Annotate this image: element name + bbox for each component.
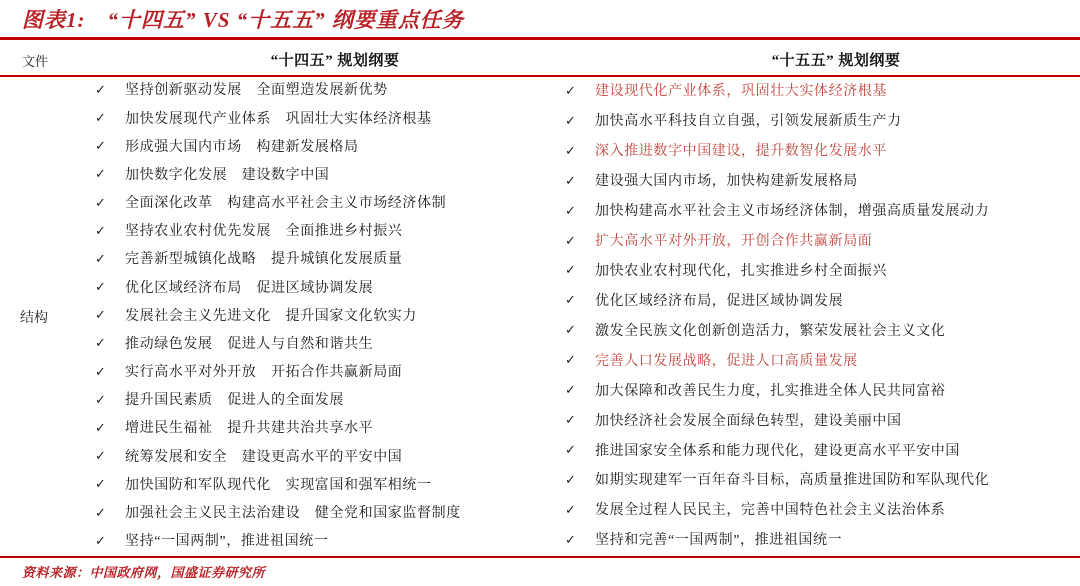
check-icon: ✓	[565, 413, 576, 429]
check-icon: ✓	[565, 203, 576, 219]
check-icon: ✓	[565, 383, 576, 399]
task-item	[95, 478, 540, 493]
task-text: 深入推进数字中国建设，提升数智化发展水平	[595, 144, 887, 160]
task-text: 加快农业农村现代化，扎实推进乡村全面振兴	[595, 263, 887, 279]
task-item	[95, 112, 540, 127]
plan15-column-header: “十五五” 规划纲要	[771, 53, 901, 69]
task-text: 加快国防和军队现代化 实现富国和强军相统一	[125, 477, 432, 493]
task-text: 加强社会主义民主法治建设 健全党和国家监督制度	[125, 505, 461, 521]
task-item	[565, 174, 1065, 189]
task-text: 加大保障和改善民生力度，扎实推进全体人民共同富裕	[595, 383, 946, 399]
task-text: 如期实现建军一百年奋斗目标，高质量推进国防和军队现代化	[595, 473, 990, 489]
task-item	[565, 503, 1065, 518]
task-text: 扩大高水平对外开放，开创合作共赢新局面	[595, 233, 873, 249]
task-item	[565, 414, 1065, 429]
task-item	[95, 196, 540, 211]
task-item	[95, 450, 540, 465]
footer-divider	[0, 556, 1080, 558]
task-item	[565, 324, 1065, 339]
task-item	[565, 384, 1065, 399]
check-icon: ✓	[95, 195, 106, 211]
task-text: 优化区域经济布局 促进区域协调发展	[125, 280, 374, 296]
task-item	[95, 309, 540, 324]
task-text: 推动绿色发展 促进人与自然和谐共生	[125, 336, 374, 352]
check-icon: ✓	[565, 83, 576, 99]
task-text: 加快发展现代产业体系 巩固壮大实体经济根基	[125, 111, 432, 127]
check-icon: ✓	[95, 421, 106, 436]
task-text: 发展社会主义先进文化 提升国家文化软实力	[125, 308, 417, 324]
check-icon: ✓	[565, 143, 576, 159]
task-text: 加快构建高水平社会主义市场经济体制，增强高质量发展动力	[595, 204, 990, 220]
task-item	[95, 281, 540, 296]
check-icon: ✓	[95, 280, 106, 296]
check-icon: ✓	[95, 449, 106, 465]
check-icon: ✓	[95, 308, 106, 324]
check-icon: ✓	[95, 392, 106, 408]
task-text: 坚持农业农村优先发展 全面推进乡村振兴	[125, 224, 403, 240]
task-item	[565, 234, 1065, 249]
check-icon: ✓	[565, 113, 576, 129]
check-icon: ✓	[95, 336, 106, 352]
task-text: 优化区域经济布局，促进区域协调发展	[595, 293, 844, 309]
task-item	[95, 337, 540, 352]
task-text: 完善新型城镇化战略 提升城镇化发展质量	[125, 252, 403, 268]
plan14-column-header: “十四五” 规划纲要	[270, 53, 400, 69]
plan14-task-list	[95, 77, 540, 556]
check-icon: ✓	[565, 473, 576, 488]
check-icon: ✓	[565, 532, 576, 548]
task-text: 坚持“一国两制”，推进祖国统一	[125, 534, 329, 550]
task-item	[95, 83, 540, 98]
task-text: 提升国民素质 促进人的全面发展	[125, 393, 344, 409]
check-icon: ✓	[95, 223, 106, 239]
task-text: 增进民生福祉 提升共建共治共享水平	[125, 421, 374, 437]
task-item	[95, 506, 540, 521]
task-item	[565, 473, 1065, 488]
check-icon: ✓	[95, 477, 106, 493]
check-icon: ✓	[565, 263, 576, 279]
task-text: 加快经济社会发展全面绿色转型，建设美丽中国	[595, 413, 902, 429]
check-icon: ✓	[565, 353, 576, 369]
task-item	[95, 365, 540, 380]
check-icon: ✓	[565, 233, 576, 249]
task-item	[565, 114, 1065, 129]
check-icon: ✓	[95, 167, 106, 183]
task-text: 实行高水平对外开放 开拓合作共赢新局面	[125, 365, 403, 381]
task-item	[565, 84, 1065, 99]
task-text: 推进国家安全体系和能力现代化，建设更高水平平安中国	[595, 443, 960, 459]
structure-row-label: 结构	[20, 311, 48, 326]
task-item	[565, 354, 1065, 369]
check-icon: ✓	[95, 82, 106, 98]
check-icon: ✓	[95, 364, 106, 380]
check-icon: ✓	[565, 323, 576, 339]
check-icon: ✓	[565, 293, 576, 309]
document-column-label: 文件	[22, 54, 49, 69]
task-text: 建设强大国内市场，加快构建新发展格局	[595, 174, 858, 190]
check-icon: ✓	[565, 443, 576, 459]
task-item	[95, 252, 540, 267]
task-text: 形成强大国内市场 构建新发展格局	[125, 139, 359, 155]
task-item	[95, 140, 540, 155]
task-text: 全面深化改革 构建高水平社会主义市场经济体制	[125, 196, 447, 212]
task-text: 加快数字化发展 建设数字中国	[125, 167, 330, 183]
task-item	[95, 534, 540, 549]
figure-title: 图表1: “十四五” VS “十五五” 纲要重点任务	[22, 8, 464, 32]
task-text: 统筹发展和安全 建设更高水平的平安中国	[125, 449, 403, 465]
source-note: 资料来源：中国政府网，国盛证券研究所	[22, 565, 266, 580]
task-item	[95, 421, 540, 436]
task-item	[565, 204, 1065, 219]
check-icon: ✓	[565, 502, 576, 518]
task-item	[95, 393, 540, 408]
task-text: 加快高水平科技自立自强，引领发展新质生产力	[595, 114, 902, 130]
check-icon: ✓	[95, 139, 106, 155]
check-icon: ✓	[95, 505, 106, 521]
title-underline	[0, 37, 1080, 40]
task-item	[95, 168, 540, 183]
check-icon: ✓	[95, 251, 106, 267]
task-item	[565, 294, 1065, 309]
check-icon: ✓	[95, 111, 106, 127]
task-text: 建设现代化产业体系，巩固壮大实体经济根基	[595, 84, 887, 100]
check-icon: ✓	[565, 173, 576, 189]
task-item	[95, 224, 540, 239]
task-item	[565, 144, 1065, 159]
task-text: 激发全民族文化创新创造活力，繁荣发展社会主义文化	[595, 323, 946, 339]
task-text: 完善人口发展战略，促进人口高质量发展	[595, 353, 858, 369]
task-text: 坚持创新驱动发展 全面塑造发展新优势	[125, 83, 388, 99]
task-item	[565, 264, 1065, 279]
plan15-task-list	[565, 77, 1065, 556]
task-text: 坚持和完善“一国两制”，推进祖国统一	[595, 533, 843, 549]
task-text: 发展全过程人民民主，完善中国特色社会主义法治体系	[595, 503, 946, 519]
task-item	[565, 444, 1065, 459]
task-item	[565, 533, 1065, 548]
check-icon: ✓	[95, 533, 106, 549]
